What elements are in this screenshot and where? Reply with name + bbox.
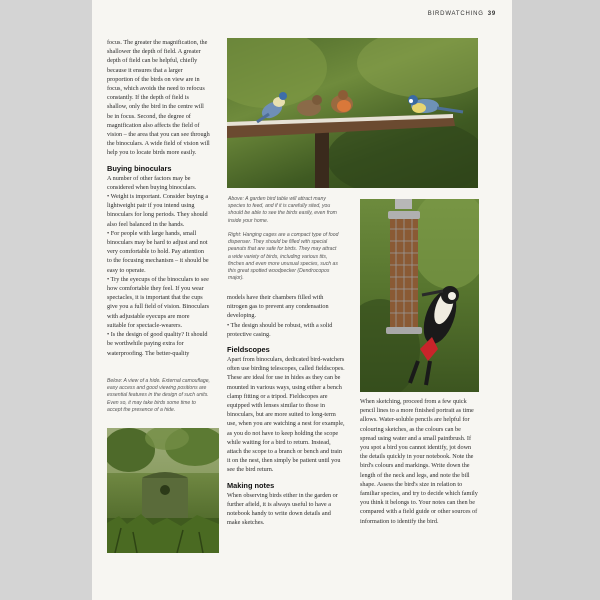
- buying-paragraph: A number of other factors may be considered when buying binoculars.: [107, 174, 197, 191]
- bird-table-illustration: [227, 38, 478, 188]
- page-number: 39: [487, 11, 496, 17]
- left-margin-background: [0, 0, 92, 600]
- design-bullet: • The design should be robust, with a solid protective casing.: [227, 321, 333, 338]
- column-2: [227, 293, 345, 527]
- running-head: [428, 11, 496, 17]
- column-3: [360, 397, 478, 526]
- photo-peanut-feeder: [360, 199, 479, 392]
- caption-feeder: Right: Hanging cages are a compact type of food dispenser. They should be filled with special peanuts that are safe for birds. They may attract a wide variety of birds, including various tits, finches and even more unusual species, such as this great spotted woodpecker (Dendrocopos major).: [228, 232, 339, 282]
- buying-bullet-eyecups: • Try the eyecups of the binoculars to see how comfortable they feel. If you wear spectacles, it is important that the cups give you a full field of vision. Binoculars with adjustable eyecups are more suitable for spectacle-wearers.: [107, 275, 210, 329]
- binoculars-continuation: models have their chambers filled with nitrogen gas to prevent any condensation developing.: [227, 294, 329, 320]
- buying-bullet-quality: • Is the design of good quality? It should be worthwhile paying extra for waterproofing. The better-quality: [107, 331, 208, 357]
- column-1: [107, 38, 210, 358]
- caption-bird-table: Above: A garden bird table will attract many species to feed, and if it is carefully sited, you should be able to see the birds easily, even from inside your home.: [228, 196, 337, 224]
- heading-making-notes: Making notes: [227, 480, 275, 490]
- buying-bullet-hands: • For people with large hands, small binoculars may be hard to adjust and not very comfortable to hold. Pay attention to the focusing mechanism – it should be easy to operate.: [107, 229, 209, 274]
- photo-bird-table: [227, 38, 478, 188]
- right-margin-background: [512, 0, 600, 600]
- heading-buying-binoculars: Buying binoculars: [107, 163, 172, 173]
- section-title: BIRDWATCHING: [427, 11, 484, 17]
- fieldscopes-paragraph: Apart from binoculars, dedicated bird-watchers often use birding telescopes, called fieldscopes. These are ideal for use in hides as they can be mounted in various ways, using either a bench clamp fitting or a tripod. Fieldscopes are equipped with lenses similar to those in binoculars, but are more suited to long-term use, when you are watching a nest for example, as you do not have to keep holding the scope while waiting for a bird to return. Instead, attach the scope to a branch or bench and train it on the nest, then simply be patient until you see the bird return.: [227, 356, 345, 474]
- feeder-illustration: [360, 199, 479, 392]
- heading-fieldscopes: Fieldscopes: [227, 345, 270, 355]
- buying-bullet-weight: • Weight is important. Consider buying a lightweight pair if you intend using binoculars for long periods. They should also feel balanced in the hands.: [107, 193, 209, 228]
- notes-paragraph: When observing birds either in the garden or further afield, it is always useful to have a notebook handy to write down details and make sketches.: [227, 491, 338, 527]
- photo-bird-hide: [107, 428, 219, 553]
- caption-hide: Below: A view of a hide. External camouflage, easy access and good viewing positions are essential features in the design of such units. Even so, it may take birds some time to accept the presence of a hide.: [107, 378, 210, 413]
- sketching-paragraph: When sketching, proceed from a few quick pencil lines to a more finished portrait as time allows. Water-soluble pencils are helpful for colouring sketches, as the colours can be spread using water and a small paintbrush. If you spot a bird you cannot identify, jot down the details quickly in your notebook. Note the bird's colours and markings. Write down the length of the neck and legs, and note the bill shape. Assess the bird's size in relation to familiar species, and try to decide which family you think it belongs to. Your notes can then be compared with a field guide or other sources of information to identify the bird.: [360, 398, 478, 525]
- book-page: [92, 0, 512, 600]
- hide-illustration: [107, 428, 219, 553]
- intro-paragraph: focus. The greater the magnification, the shallower the depth of field. A greater depth of field can be helpful, chiefly because it ensures that a larger proportion of the birds on view are in focus, which avoids the need to refocus constantly. If the depth of field is shallow, only the bird in the centre will be in focus. Second, the degree of magnification also affects the field of vision – the area that you can see through the binoculars. A wide field of vision will help you to locate birds more easily.: [107, 39, 210, 157]
